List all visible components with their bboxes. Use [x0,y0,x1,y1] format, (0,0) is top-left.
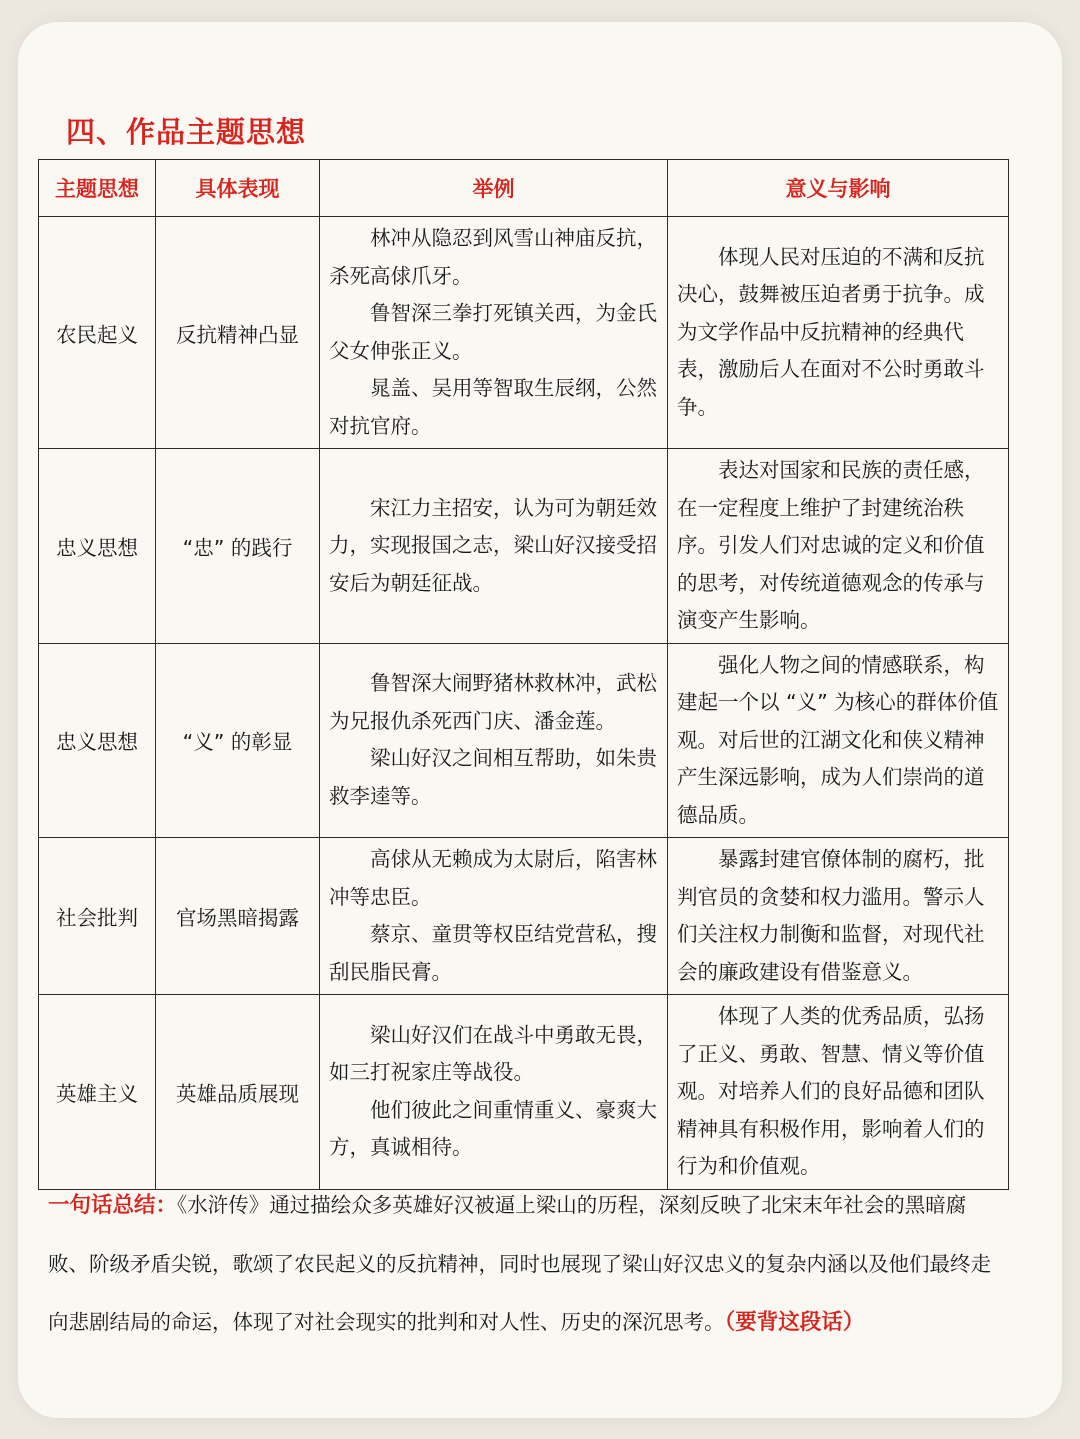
section-title: 四、作品主题思想 [66,115,307,149]
meaning-paragraph: 强化人物之间的情感联系，构建起一个以 “义” 为核心的群体价值观。对后世的江湖文化和侠义精神产生深远影响，成为人们崇尚的道德品质。 [677,652,999,827]
example-paragraph: 梁山好汉之间相互帮助，如朱贵救李逵等。 [329,746,657,808]
row-expression: 官场黑暗揭露 [156,838,320,995]
summary-paragraph [48,1176,1000,1352]
row-meaning [668,643,1009,838]
meaning-paragraph: 表达对国家和民族的责任感，在一定程度上维护了封建统治秩序。引发人们对忠诚的定义和价值的思考，对传统道德观念的传承与演变产生影响。 [677,458,985,632]
meaning-paragraph: 体现人民对压迫的不满和反抗决心，鼓舞被压迫者勇于抗争。成为文学作品中反抗精神的经典代表，激励后人在面对不公时勇敢斗争。 [677,244,985,419]
example-paragraph: 林冲从隐忍到风雪山神庙反抗，杀死高俅爪牙。 [329,226,657,288]
summary-note: （要背这段话） [724,1310,865,1335]
row-theme: 忠义思想 [39,449,156,644]
example-paragraph: 梁山好汉们在战斗中勇敢无畏，如三打祝家庄等战役。 [329,1022,657,1085]
summary-text: 《水浒传》通过描绘众多英雄好汉被逼上梁山的历程，深刻反映了北宋末年社会的黑暗腐败、阶级矛盾尖锐，歌颂了农民起义的反抗精神，同时也展现了梁山好汉忠义的复杂内涵以及他们最终走向悲剧结局的命运，体现了对社会现实的批判和对人性、历史的深沉思考。 [48,1193,991,1334]
row-examples [320,643,668,838]
row-meaning [668,217,1009,449]
row-meaning [668,838,1009,995]
row-meaning [668,449,1009,644]
row-examples [320,217,668,449]
header-theme: 主题思想 [39,160,156,217]
row-meaning [668,995,1009,1190]
row-examples [320,449,668,644]
header-meaning: 意义与影响 [668,160,1009,217]
table-row [39,217,1009,449]
row-expression: 反抗精神凸显 [156,217,320,449]
table-header-row [39,160,1009,217]
example-paragraph: 鲁智深三拳打死镇关西，为金氏父女伸张正义。 [329,301,657,363]
example-paragraph: 蔡京、童贯等权臣结党营私，搜刮民脂民膏。 [329,922,657,984]
example-paragraph: 鲁智深大闹野猪林救林冲，武松为兄报仇杀死西门庆、潘金莲。 [329,671,657,733]
row-expression: “义” 的彰显 [156,643,320,838]
row-theme: 农民起义 [39,217,156,449]
table-row [39,449,1009,644]
row-expression: “忠” 的践行 [156,449,320,644]
row-theme: 英雄主义 [39,995,156,1190]
example-paragraph: 晁盖、吴用等智取生辰纲，公然对抗官府。 [329,376,657,438]
theme-table [38,159,1009,1190]
table-row [39,838,1009,995]
row-examples [320,995,668,1190]
row-examples [320,838,668,995]
header-expression: 具体表现 [156,160,320,217]
meaning-paragraph: 暴露封建官僚体制的腐朽，批判官员的贪婪和权力滥用。警示人们关注权力制衡和监督，对现代社会的廉政建设有借鉴意义。 [677,847,985,984]
row-theme: 社会批判 [39,838,156,995]
row-expression: 英雄品质展现 [156,995,320,1190]
meaning-paragraph: 体现了人类的优秀品质，弘扬了正义、勇敢、智慧、情义等价值观。对培养人们的良好品德和团队精神具有积极作用，影响着人们的行为和价值观。 [677,1004,985,1178]
row-theme: 忠义思想 [39,643,156,838]
table-row [39,643,1009,838]
example-paragraph: 他们彼此之间重情重义、豪爽大方，真诚相待。 [329,1097,657,1160]
header-example: 举例 [320,160,668,217]
summary-label: 一句话总结： [48,1193,178,1218]
example-paragraph: 宋江力主招安，认为可为朝廷效力，实现报国之志，梁山好汉接受招安后为朝廷征战。 [329,495,657,595]
example-paragraph: 高俅从无赖成为太尉后，陷害林冲等忠臣。 [329,847,657,909]
table-row [39,995,1009,1190]
